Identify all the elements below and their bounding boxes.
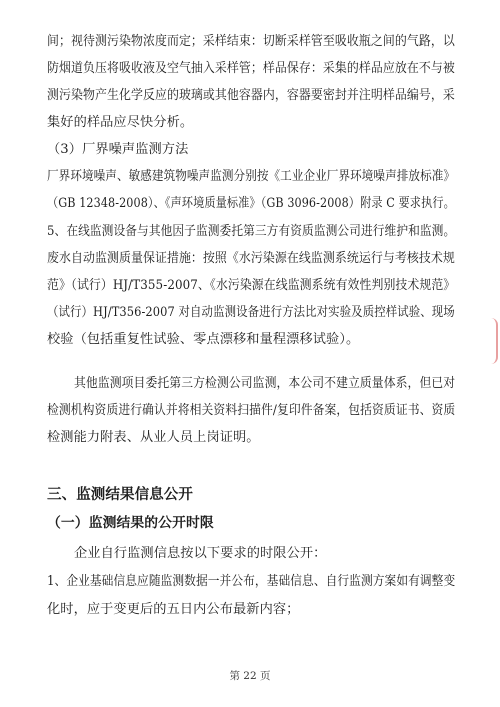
body-line-4: 集好的样品应尽快分析。: [47, 115, 194, 130]
body-line-8: 5、在线监测设备与其他因子监测委托第三方有资质监测公司进行维护和监测。: [47, 224, 456, 239]
body-line-11: （试行）HJ/T356-2007 对自动监测设备进行方法比对实验及质控样试验、现场: [47, 305, 455, 320]
body-line-15: 检测能力附表、从业人员上岗证明。: [47, 430, 260, 445]
body-line-2: 防烟道负压将吸收液及空气抽入采样管；样品保存：采集的样品应放在不与被: [47, 61, 455, 76]
body-line-20: 化时，应于变更后的五日内公布最新内容；: [47, 602, 300, 617]
body-line-19: 1、企业基础信息应随监测数据一并公布，基础信息、自行监测方案如有调整变: [47, 574, 456, 589]
section-title-monitoring-disclosure: 三、监测结果信息公开: [47, 487, 193, 503]
body-line-10: 范》（试行）HJ/T355-2007、《水污染源在线监测系统有效性判别技术规范》: [47, 278, 456, 293]
body-line-3: 测污染物产生化学反应的玻璃或其他容器内，容器要密封并注明样品编号，采: [47, 88, 455, 103]
body-line-18: 企业自行监测信息按以下要求的时限公开：: [74, 546, 327, 561]
body-line-13: 其他监测项目委托第三方检测公司监测，本公司不建立质量体系，但已对: [74, 376, 456, 391]
body-line-14: 检测机构资质进行确认并将相关资料扫描件/复印件备案，包括资质证书、资质: [47, 403, 456, 418]
subsection-title-disclosure-deadline: （一）监测结果的公开时限: [47, 515, 214, 531]
body-line-6: 厂界环境噪声、敏感建筑物噪声监测分别按《工业企业厂界环境噪声排放标准》: [47, 169, 456, 184]
body-line-9: 废水自动监测质量保证措施：按照《水污染源在线监测系统运行与考核技术规: [47, 251, 455, 266]
body-line-1: 间；视待测污染物浓度而定；采样结束：切断采样管至吸收瓶之间的气路，以: [47, 34, 455, 49]
section-heading-noise: （3）厂界噪声监测方法: [47, 142, 189, 157]
page-number: 第 22 页: [229, 670, 271, 682]
body-line-7: （GB 12348-2008）、《声环境质量标准》（GB 3096-2008）附录 C 要求执行。: [47, 196, 455, 211]
binding-edge-mark: [491, 318, 498, 364]
body-line-12: 校验（包括重复性试验、零点漂移和量程漂移试验）。: [47, 332, 360, 347]
